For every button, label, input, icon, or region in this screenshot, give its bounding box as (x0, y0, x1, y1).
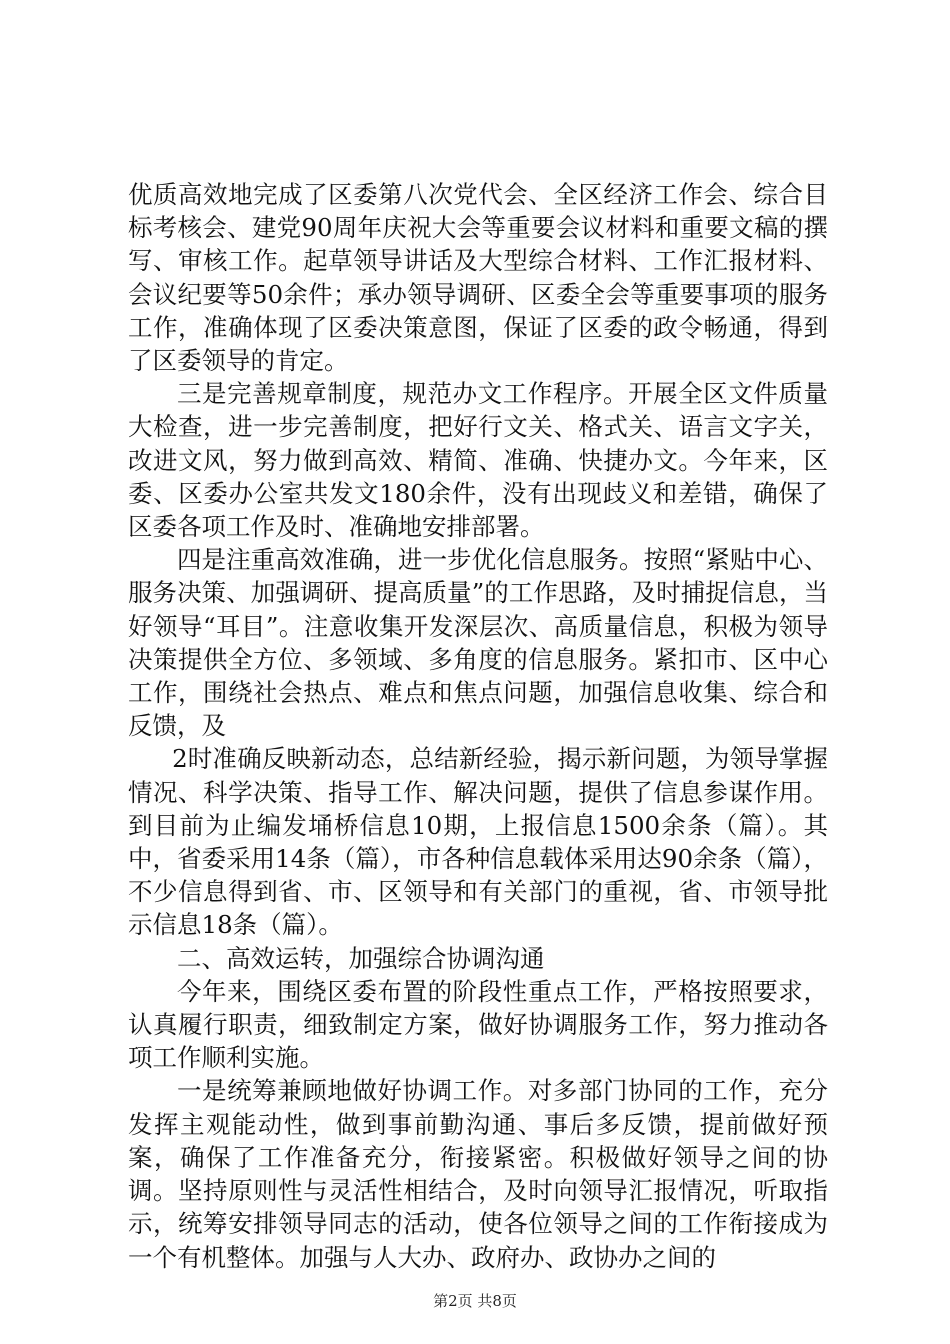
paragraph-continuation: 优质高效地完成了区委第八次党代会、全区经济工作会、综合目标考核会、建党90周年庆祝大会等重要会议材料和重要文稿的撰写、审核工作。起草领导讲话及大型综合材料、工作汇报材料、会议纪要等50余件；承办领导调研、区委全会等重要事项的服务工作，准确体现了区委决策意图，保证了区委的政令畅通，得到了区委领导的肯定。 (128, 180, 828, 376)
paragraph-coordination-intro: 今年来，围绕区委布置的阶段性重点工作，严格按照要求，认真履行职责，细致制定方案，做好协调服务工作，努力推动各项工作顺利实施。 (128, 976, 828, 1073)
document-body (128, 178, 828, 1274)
section-heading: 二、高效运转，加强综合协调沟通 (177, 943, 545, 973)
paragraph-coordination-work: 一是统筹兼顾地做好协调工作。对多部门协同的工作，充分发挥主观能动性，做到事前勤沟通、事后多反馈，提前做好预案，确保了工作准备充分，衔接紧密。积极做好领导之间的协调。坚持原则性与灵活性相结合，及时向领导汇报情况，听取指示，统筹安排领导同志的活动，使各位领导之间的工作衔接成为一个有机整体。加强与人大办、政府办、政协办之间的 (128, 1076, 828, 1272)
page-footer: 第2页 共8页 (433, 1292, 517, 1310)
paragraph-regulations: 三是完善规章制度，规范办文工作程序。开展全区文件质量大检查，进一步完善制度，把好行文关、格式关、语言文字关，改进文风，努力做到高效、精简、准确、快捷办文。今年来，区委、区委办公室共发文180余件，没有出现歧义和差错，确保了区委各项工作及时、准确地安排部署。 (128, 379, 828, 542)
paragraph-information-results: 2时准确反映新动态，总结新经验，揭示新问题，为领导掌握情况、科学决策、指导工作、解决问题，提供了信息参谋作用。到目前为止编发埇桥信息10期，上报信息1500余条（篇）。其中，省委采用14条（篇），市各种信息载体采用达90余条（篇），不少信息得到省、市、区领导和有关部门的重视，省、市领导批示信息18条（篇）。 (128, 744, 828, 940)
paragraph-information-service: 四是注重高效准确，进一步优化信息服务。按照“紧贴中心、服务决策、加强调研、提高质量”的工作思路，及时捕捉信息，当好领导“耳目”。注意收集开发深层次、高质量信息，积极为领导决策提供全方位、多领域、多角度的信息服务。紧扣市、区中心工作，围绕社会热点、难点和焦点问题，加强信息收集、综合和反馈，及 (128, 545, 828, 741)
